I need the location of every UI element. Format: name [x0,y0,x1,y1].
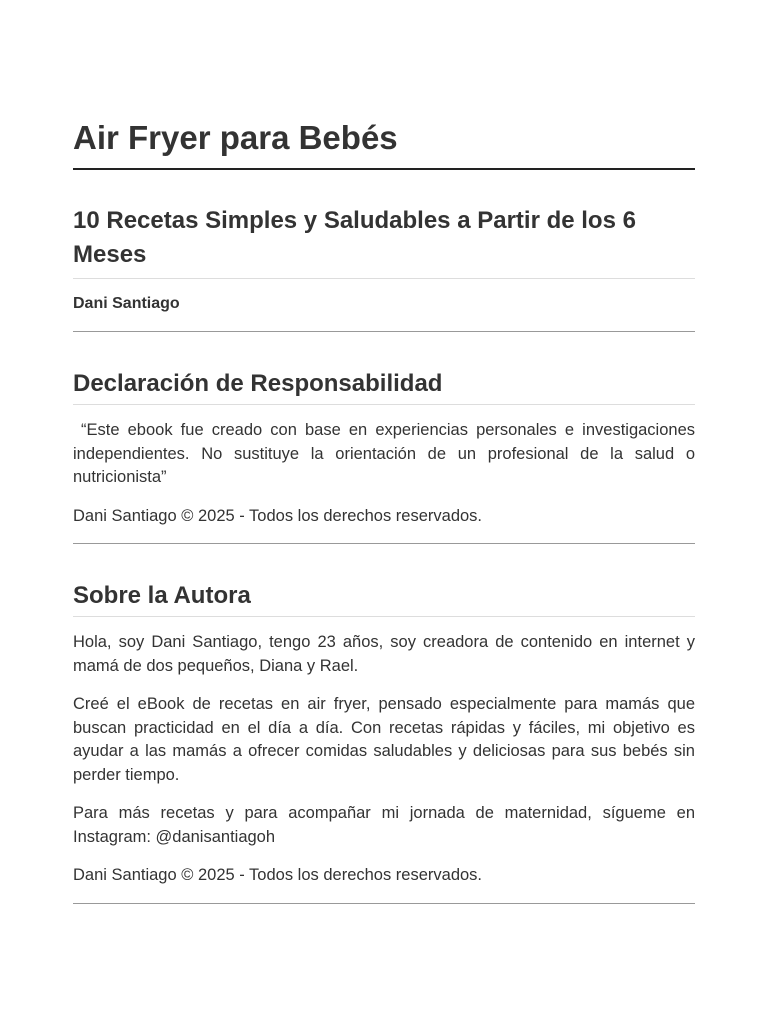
section-divider [73,331,695,332]
copyright-notice: Dani Santiago © 2025 - Todos los derechos reservados. [73,866,483,884]
author-instagram-paragraph: Para más recetas y para acompañar mi jornada de maternidad, sígueme en Instagram: @danisantiagoh [73,804,695,846]
about-author-section [73,580,695,888]
author-name: Dani Santiago [73,295,180,312]
disclaimer-title: Declaración de Responsabilidad [73,368,695,405]
author-bio-paragraph: Creé el eBook de recetas en air fryer, pensado especialmente para mamás que buscan practicidad en el día a día. Con recetas rápidas y fáciles, mi objetivo es ayudar a las mamás a ofrecer comidas saludables y deliciosas para sus bebés sin perder tiempo. [73,695,695,784]
book-subtitle: 10 Recetas Simples y Saludables a Partir de los 6 Meses [73,204,695,279]
disclaimer-text: “Este ebook fue creado con base en experiencias personales e investigaciones independientes. No sustituye la orientación de un profesional de la salud o nutricionista” [73,421,695,486]
disclaimer-section [73,368,695,528]
section-divider [73,543,695,544]
book-title: Air Fryer para Bebés [73,0,695,170]
author-bio-paragraph: Hola, soy Dani Santiago, tengo 23 años, soy creadora de contenido en internet y mamá de dos pequeños, Diana y Rael. [73,633,695,675]
section-divider [73,903,695,904]
about-author-title: Sobre la Autora [73,580,695,617]
copyright-notice: Dani Santiago © 2025 - Todos los derechos reservados. [73,506,483,525]
